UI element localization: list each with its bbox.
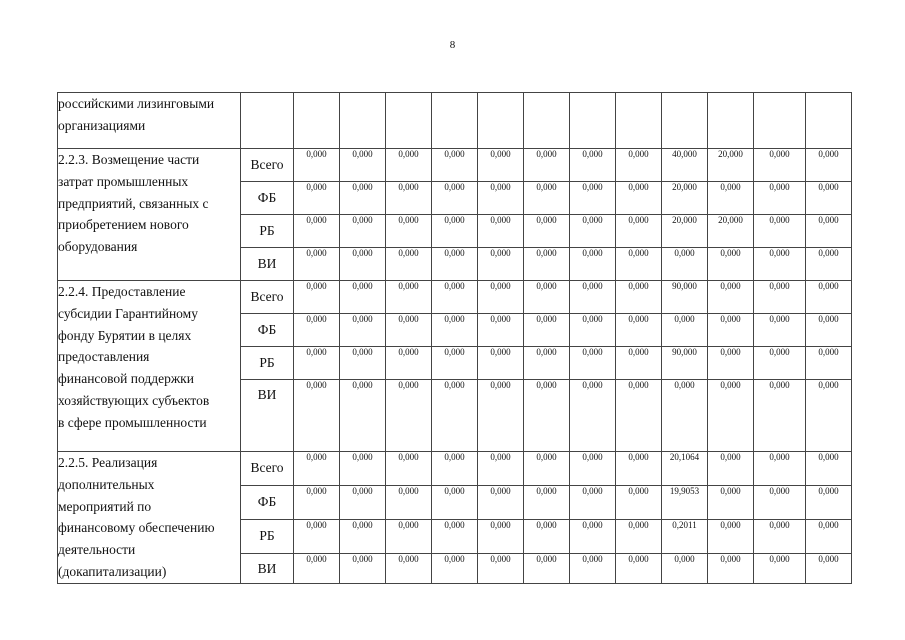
funding-source-label: ФБ	[241, 314, 294, 347]
value-cell: 0,000	[754, 215, 806, 248]
value-cell: 0,000	[616, 248, 662, 281]
value-cell: 0,000	[478, 248, 524, 281]
empty-cell	[386, 93, 432, 149]
value-cell: 0,000	[478, 281, 524, 314]
value-cell: 0,000	[570, 380, 616, 452]
value-cell: 0,000	[340, 215, 386, 248]
funding-source-label: ВИ	[241, 380, 294, 452]
value-cell: 0,000	[662, 380, 708, 452]
funding-source-label: ВИ	[241, 248, 294, 281]
value-cell: 0,000	[340, 452, 386, 486]
value-cell: 0,000	[662, 314, 708, 347]
value-cell: 0,000	[616, 149, 662, 182]
value-cell: 0,000	[806, 182, 852, 215]
empty-cell	[432, 93, 478, 149]
value-cell: 90,000	[662, 281, 708, 314]
value-cell: 0,000	[386, 248, 432, 281]
value-cell: 0,000	[386, 519, 432, 553]
value-cell: 20,000	[662, 215, 708, 248]
value-cell: 0,000	[754, 314, 806, 347]
value-cell: 0,000	[754, 519, 806, 553]
value-cell: 0,000	[478, 149, 524, 182]
value-cell: 0,000	[754, 347, 806, 380]
funding-source-label: РБ	[241, 519, 294, 553]
value-cell: 0,000	[340, 519, 386, 553]
value-cell: 0,000	[294, 248, 340, 281]
value-cell: 0,000	[708, 248, 754, 281]
value-cell: 0,000	[662, 553, 708, 583]
value-cell: 0,000	[570, 519, 616, 553]
value-cell: 0,000	[806, 314, 852, 347]
value-cell: 0,000	[386, 347, 432, 380]
value-cell: 0,000	[570, 553, 616, 583]
value-cell: 0,000	[340, 281, 386, 314]
value-cell: 0,000	[708, 281, 754, 314]
value-cell: 0,000	[478, 519, 524, 553]
value-cell: 0,000	[340, 380, 386, 452]
value-cell: 0,000	[616, 485, 662, 519]
value-cell: 0,000	[806, 380, 852, 452]
value-cell: 0,000	[662, 248, 708, 281]
value-cell: 0,000	[806, 248, 852, 281]
value-cell: 0,000	[432, 281, 478, 314]
empty-cell	[340, 93, 386, 149]
value-cell: 0,000	[340, 485, 386, 519]
value-cell: 0,000	[616, 314, 662, 347]
value-cell: 0,000	[386, 380, 432, 452]
value-cell: 0,000	[340, 314, 386, 347]
value-cell: 0,000	[754, 281, 806, 314]
value-cell: 0,000	[754, 452, 806, 486]
value-cell: 0,000	[708, 347, 754, 380]
section-title: 2.2.3. Возмещение части затрат промышленных предприятий, связанных с приобретением нового оборудования	[58, 149, 241, 281]
value-cell: 0,000	[754, 380, 806, 452]
value-cell: 0,000	[806, 485, 852, 519]
value-cell: 0,000	[616, 380, 662, 452]
empty-cell	[806, 93, 852, 149]
value-cell: 0,000	[754, 248, 806, 281]
value-cell: 0,000	[432, 452, 478, 486]
value-cell: 0,000	[570, 314, 616, 347]
value-cell: 0,000	[432, 485, 478, 519]
value-cell: 0,000	[524, 149, 570, 182]
value-cell: 0,2011	[662, 519, 708, 553]
value-cell: 0,000	[524, 248, 570, 281]
value-cell: 0,000	[570, 281, 616, 314]
value-cell: 0,000	[386, 452, 432, 486]
value-cell: 0,000	[386, 314, 432, 347]
value-cell: 0,000	[294, 380, 340, 452]
value-cell: 0,000	[616, 281, 662, 314]
value-cell: 0,000	[478, 215, 524, 248]
value-cell: 40,000	[662, 149, 708, 182]
value-cell: 0,000	[294, 553, 340, 583]
value-cell: 0,000	[616, 215, 662, 248]
funding-source-label: ФБ	[241, 485, 294, 519]
value-cell: 0,000	[708, 182, 754, 215]
value-cell: 0,000	[708, 452, 754, 486]
funding-source-label: РБ	[241, 347, 294, 380]
value-cell: 0,000	[340, 347, 386, 380]
funding-source-label: Всего	[241, 281, 294, 314]
value-cell: 0,000	[294, 519, 340, 553]
table-row	[58, 281, 852, 314]
value-cell: 0,000	[616, 347, 662, 380]
value-cell: 0,000	[432, 380, 478, 452]
value-cell: 0,000	[616, 553, 662, 583]
empty-cell	[754, 93, 806, 149]
value-cell: 0,000	[386, 281, 432, 314]
value-cell: 0,000	[478, 553, 524, 583]
value-cell: 0,000	[340, 149, 386, 182]
value-cell: 0,000	[616, 452, 662, 486]
value-cell: 0,000	[524, 347, 570, 380]
value-cell: 0,000	[524, 519, 570, 553]
value-cell: 0,000	[432, 519, 478, 553]
value-cell: 0,000	[340, 553, 386, 583]
value-cell: 0,000	[432, 149, 478, 182]
value-cell: 0,000	[294, 281, 340, 314]
value-cell: 0,000	[524, 281, 570, 314]
value-cell: 0,000	[432, 248, 478, 281]
value-cell: 0,000	[524, 182, 570, 215]
value-cell: 0,000	[524, 485, 570, 519]
value-cell: 0,000	[570, 347, 616, 380]
empty-cell	[662, 93, 708, 149]
value-cell: 0,000	[570, 215, 616, 248]
value-cell: 0,000	[806, 149, 852, 182]
value-cell: 0,000	[570, 485, 616, 519]
value-cell: 0,000	[754, 485, 806, 519]
value-cell: 20,1064	[662, 452, 708, 486]
funding-source-label: Всего	[241, 452, 294, 486]
value-cell: 0,000	[524, 452, 570, 486]
value-cell: 0,000	[386, 485, 432, 519]
value-cell: 0,000	[806, 519, 852, 553]
table-row	[58, 452, 852, 486]
value-cell: 0,000	[806, 553, 852, 583]
value-cell: 0,000	[478, 380, 524, 452]
empty-cell	[524, 93, 570, 149]
empty-cell	[478, 93, 524, 149]
funding-source-label: Всего	[241, 149, 294, 182]
empty-cell	[294, 93, 340, 149]
value-cell: 20,000	[662, 182, 708, 215]
empty-cell	[616, 93, 662, 149]
value-cell: 0,000	[708, 314, 754, 347]
value-cell: 0,000	[570, 452, 616, 486]
value-cell: 0,000	[432, 347, 478, 380]
value-cell: 0,000	[570, 149, 616, 182]
value-cell: 0,000	[806, 347, 852, 380]
funding-source-label: РБ	[241, 215, 294, 248]
value-cell: 0,000	[570, 248, 616, 281]
funding-source-label: ФБ	[241, 182, 294, 215]
value-cell: 0,000	[386, 553, 432, 583]
budget-table	[57, 92, 852, 584]
value-cell: 0,000	[806, 452, 852, 486]
value-cell: 90,000	[662, 347, 708, 380]
value-cell: 0,000	[340, 182, 386, 215]
value-cell: 0,000	[754, 149, 806, 182]
value-cell: 0,000	[570, 182, 616, 215]
value-cell: 0,000	[806, 215, 852, 248]
value-cell: 0,000	[478, 182, 524, 215]
value-cell: 0,000	[478, 452, 524, 486]
value-cell: 0,000	[432, 553, 478, 583]
value-cell: 0,000	[478, 485, 524, 519]
value-cell: 20,000	[708, 215, 754, 248]
funding-source-label: ВИ	[241, 553, 294, 583]
value-cell: 0,000	[708, 519, 754, 553]
value-cell: 0,000	[524, 314, 570, 347]
value-cell: 0,000	[386, 149, 432, 182]
table-row	[58, 149, 852, 182]
value-cell: 20,000	[708, 149, 754, 182]
value-cell: 0,000	[340, 248, 386, 281]
value-cell: 0,000	[432, 314, 478, 347]
value-cell: 0,000	[294, 485, 340, 519]
value-cell: 0,000	[524, 553, 570, 583]
value-cell: 0,000	[294, 314, 340, 347]
section-title: 2.2.4. Предоставление субсидии Гарантийному фонду Бурятии в целях предоставления финансовой поддержки хозяйствующих субъектов в сфере промышленности	[58, 281, 241, 452]
table-body	[58, 93, 852, 584]
value-cell: 0,000	[432, 182, 478, 215]
value-cell: 0,000	[616, 182, 662, 215]
value-cell: 0,000	[478, 314, 524, 347]
value-cell: 0,000	[806, 281, 852, 314]
continuation-row	[58, 93, 852, 149]
continuation-text: российскими лизинговыми организациями	[58, 93, 241, 149]
value-cell: 0,000	[294, 215, 340, 248]
value-cell: 0,000	[524, 380, 570, 452]
value-cell: 0,000	[294, 347, 340, 380]
value-cell: 0,000	[294, 149, 340, 182]
value-cell: 0,000	[294, 182, 340, 215]
value-cell: 0,000	[386, 182, 432, 215]
value-cell: 0,000	[708, 485, 754, 519]
section-title: 2.2.5. Реализация дополнительных мероприятий по финансовому обеспечению деятельности (докапитализации)	[58, 452, 241, 584]
empty-cell	[708, 93, 754, 149]
value-cell: 0,000	[754, 182, 806, 215]
value-cell: 0,000	[708, 553, 754, 583]
empty-cell	[570, 93, 616, 149]
value-cell: 19,9053	[662, 485, 708, 519]
value-cell: 0,000	[478, 347, 524, 380]
value-cell: 0,000	[708, 380, 754, 452]
value-cell: 0,000	[754, 553, 806, 583]
value-cell: 0,000	[616, 519, 662, 553]
empty-cell	[241, 93, 294, 149]
value-cell: 0,000	[294, 452, 340, 486]
page-number: 8	[449, 39, 456, 51]
value-cell: 0,000	[524, 215, 570, 248]
value-cell: 0,000	[386, 215, 432, 248]
value-cell: 0,000	[432, 215, 478, 248]
